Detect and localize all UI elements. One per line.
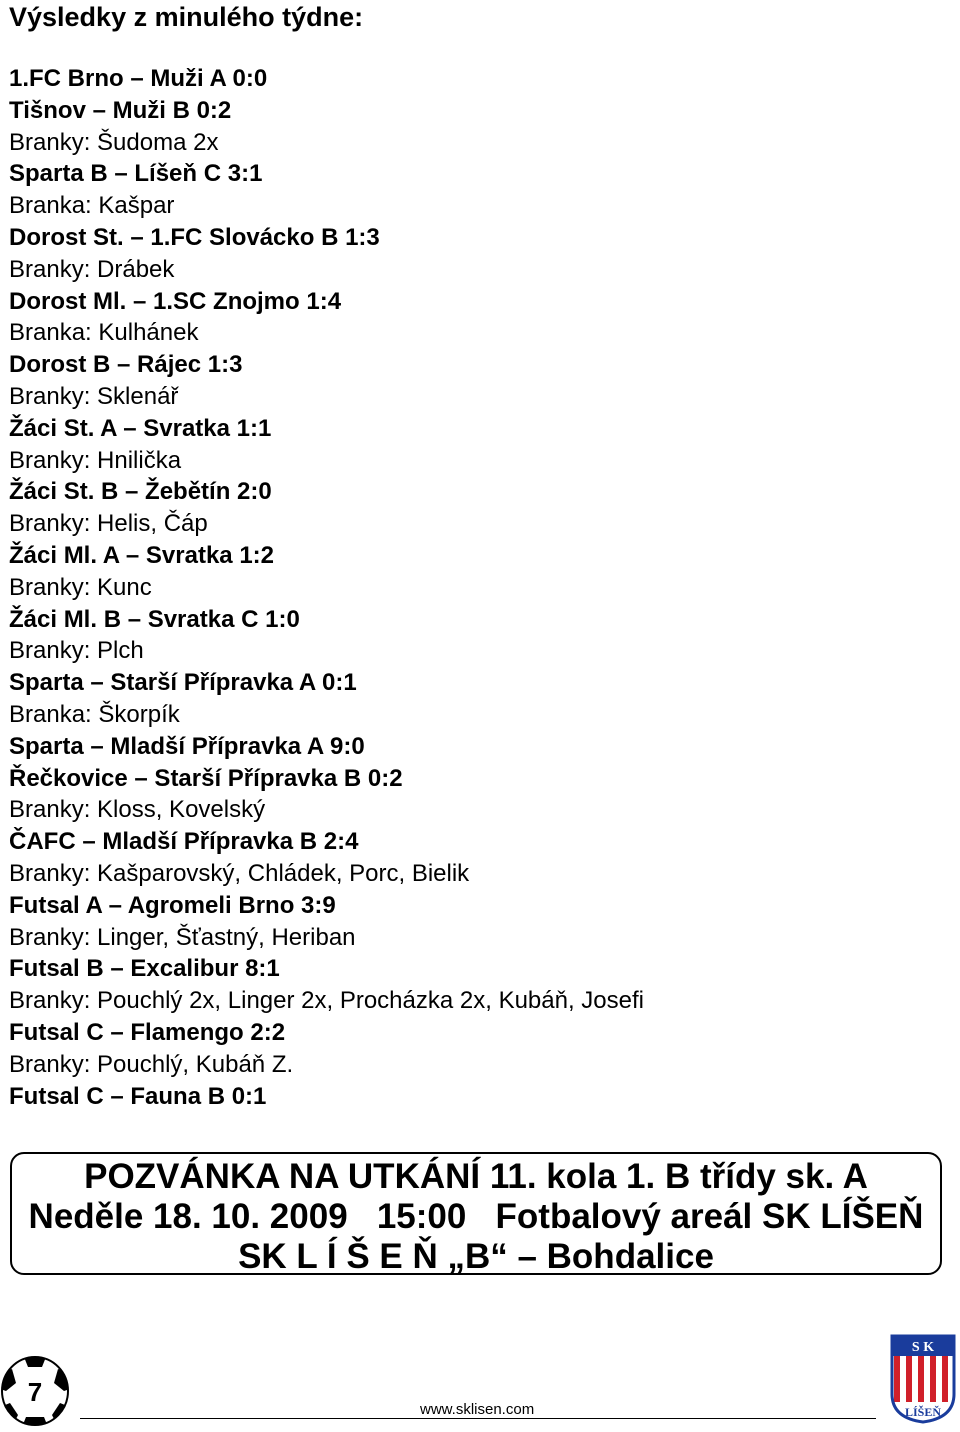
goal-scorers: Branky: Šudoma 2x — [9, 128, 219, 156]
invitation-line-2: Neděle 18. 10. 2009 15:00 Fotbalový areál SK LÍŠEŇ — [28, 1197, 924, 1236]
crest-text-bottom: LÍŠEŇ — [904, 1405, 942, 1419]
match-invitation-box — [10, 1152, 942, 1275]
goal-scorers: Branky: Sklenář — [9, 382, 179, 410]
match-result: Dorost B – Rájec 1:3 — [9, 351, 243, 379]
match-result: Žáci St. B – Žebětín 2:0 — [9, 478, 272, 506]
goal-scorers: Branky: Kunc — [9, 573, 152, 601]
goal-scorers: Branky: Helis, Čáp — [9, 510, 208, 538]
match-result: Dorost St. – 1.FC Slovácko B 1:3 — [9, 223, 380, 251]
club-crest-icon — [890, 1334, 956, 1424]
goal-scorers: Branky: Linger, Šťastný, Heriban — [9, 923, 356, 951]
match-result: Žáci Ml. A – Svratka 1:2 — [9, 541, 275, 569]
invitation-line-1: POZVÁNKA NA UTKÁNÍ 11. kola 1. B třídy sk. A — [84, 1157, 868, 1196]
match-result: 1.FC Brno – Muži A 0:0 — [9, 65, 268, 92]
match-result: Sparta B – Líšeň C 3:1 — [9, 160, 263, 188]
results-list — [9, 63, 644, 1112]
match-result: Sparta – Mladší Přípravka A 9:0 — [9, 732, 365, 760]
match-result: Futsal C – Fauna B 0:1 — [9, 1082, 267, 1110]
goal-scorers: Branky: Drábek — [9, 255, 175, 283]
goal-scorers: Branky: Plch — [9, 637, 144, 665]
match-result: Tišnov – Muži B 0:2 — [9, 96, 232, 124]
match-result: Dorost Ml. – 1.SC Znojmo 1:4 — [9, 287, 342, 315]
goal-scorers: Branky: Hnilička — [9, 446, 182, 474]
goal-scorers: Branky: Kloss, Kovelský — [9, 796, 266, 824]
match-result: Futsal B – Excalibur 8:1 — [9, 955, 280, 983]
match-result: Žáci St. A – Svratka 1:1 — [9, 414, 272, 442]
match-result: Žáci Ml. B – Svratka C 1:0 — [9, 605, 300, 633]
match-result: Řečkovice – Starší Přípravka B 0:2 — [9, 764, 403, 792]
page-number: 7 — [27, 1377, 43, 1407]
match-result: Futsal C – Flamengo 2:2 — [9, 1018, 286, 1046]
goal-scorers: Branky: Kašparovský, Chládek, Porc, Bielik — [9, 859, 470, 887]
goal-scorers: Branky: Pouchlý, Kubáň Z. — [9, 1050, 294, 1078]
goal-scorers: Branka: Škorpík — [9, 700, 180, 728]
goal-scorers: Branky: Pouchlý 2x, Linger 2x, Procházka 2x, Kubáň, Josefi — [9, 987, 645, 1015]
goal-scorers: Branka: Kulhánek — [9, 319, 199, 347]
page-title: Výsledky z minulého týdne: — [9, 2, 364, 32]
invitation-line-3: SK L Í Š E Ň „B“ – Bohdalice — [238, 1237, 714, 1276]
match-result: Sparta – Starší Přípravka A 0:1 — [9, 669, 357, 697]
crest-text-top: S K — [911, 1340, 935, 1355]
goal-scorers: Branka: Kašpar — [9, 192, 175, 220]
footer-url: www.sklisen.com — [420, 1401, 535, 1418]
match-result: Futsal A – Agromeli Brno 3:9 — [9, 891, 336, 919]
match-result: ČAFC – Mladší Přípravka B 2:4 — [9, 828, 359, 856]
